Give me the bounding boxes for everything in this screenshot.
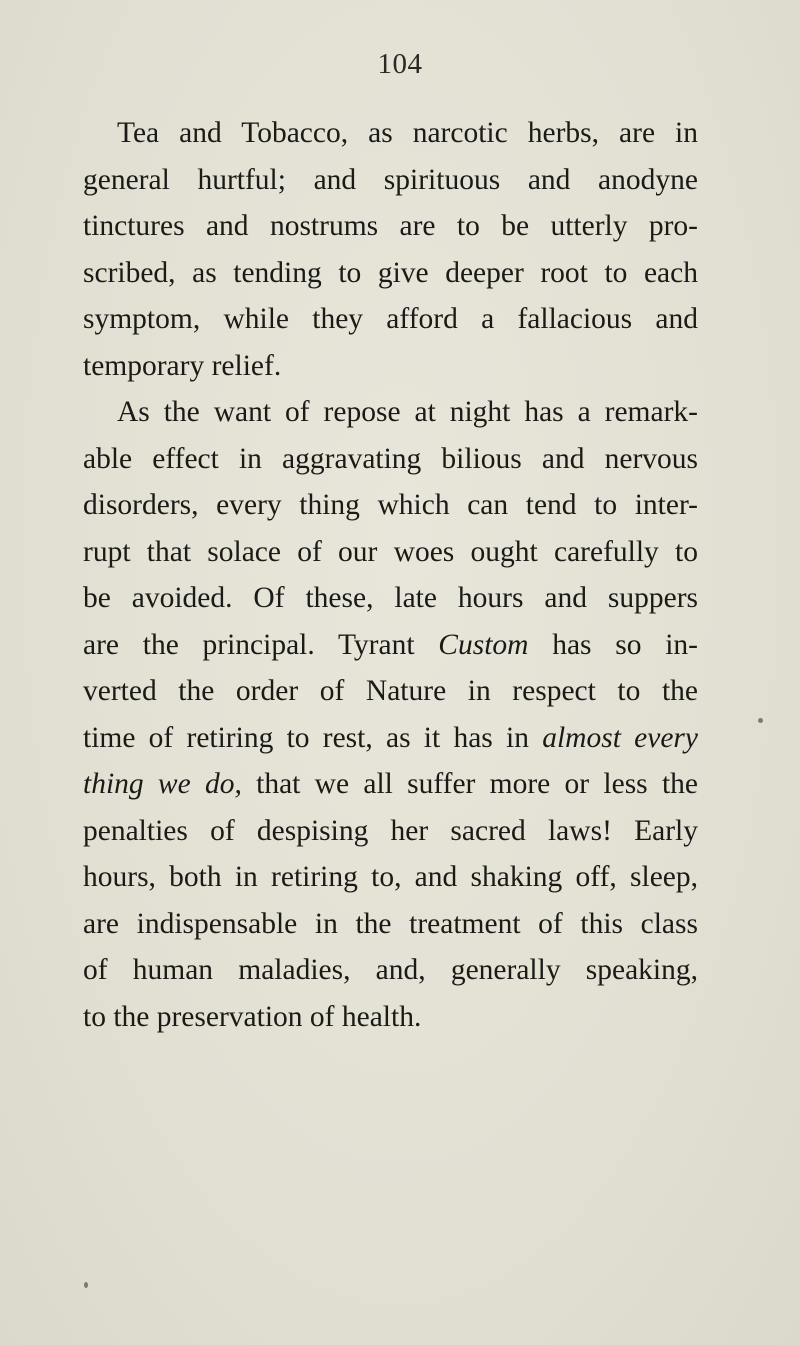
text-line: general hurtful; and spirituous and anodyne — [83, 163, 698, 196]
text-segment: has so in- — [528, 628, 698, 661]
text-line: symptom, while they afford a fallacious and — [83, 303, 698, 335]
text-line: disorders, every thing which can tend to inter- — [83, 489, 698, 521]
text-line: hours, both in retiring to, and shaking off, sleep, — [83, 861, 698, 893]
italic-text: thing we do, — [83, 768, 242, 800]
text-line: penalties of despising her sacred laws! Early — [83, 814, 698, 847]
text-line: tinctures and nostrums are to be utterly pro- — [83, 210, 698, 242]
text-line — [83, 622, 698, 669]
text-line: As the want of repose at night has a remark- — [117, 396, 698, 428]
text-segment: time of retiring to rest, as it has in — [83, 721, 543, 754]
text-line: of human maladies, and, generally speaking, — [83, 954, 698, 986]
ink-speck — [84, 1282, 88, 1288]
text-line: verted the order of Nature in respect to the — [83, 675, 698, 707]
text-line: are indispensable in the treatment of this class — [83, 907, 698, 940]
text-line: temporary relief. — [83, 349, 282, 382]
ink-speck — [758, 718, 763, 723]
italic-text: almost every — [542, 721, 698, 754]
text-line — [83, 715, 698, 762]
text-line: rupt that solace of our woes ought carefully to — [83, 535, 698, 568]
text-line: to the preservation of health. — [83, 1000, 422, 1033]
text-segment: that we all suffer more or less the — [241, 768, 698, 800]
page-number: 104 — [377, 48, 423, 80]
text-line: able effect in aggravating bilious and nervous — [83, 442, 698, 475]
text-segment: are the principal. Tyrant — [83, 628, 439, 661]
text-line: scribed, as tending to give deeper root to each — [83, 256, 698, 289]
text-line: Tea and Tobacco, as narcotic herbs, are in — [117, 117, 698, 149]
text-line — [83, 761, 698, 808]
text-line: be avoided. Of these, late hours and suppers — [83, 582, 698, 614]
body-text — [83, 110, 698, 1040]
italic-text: Custom — [438, 628, 529, 661]
